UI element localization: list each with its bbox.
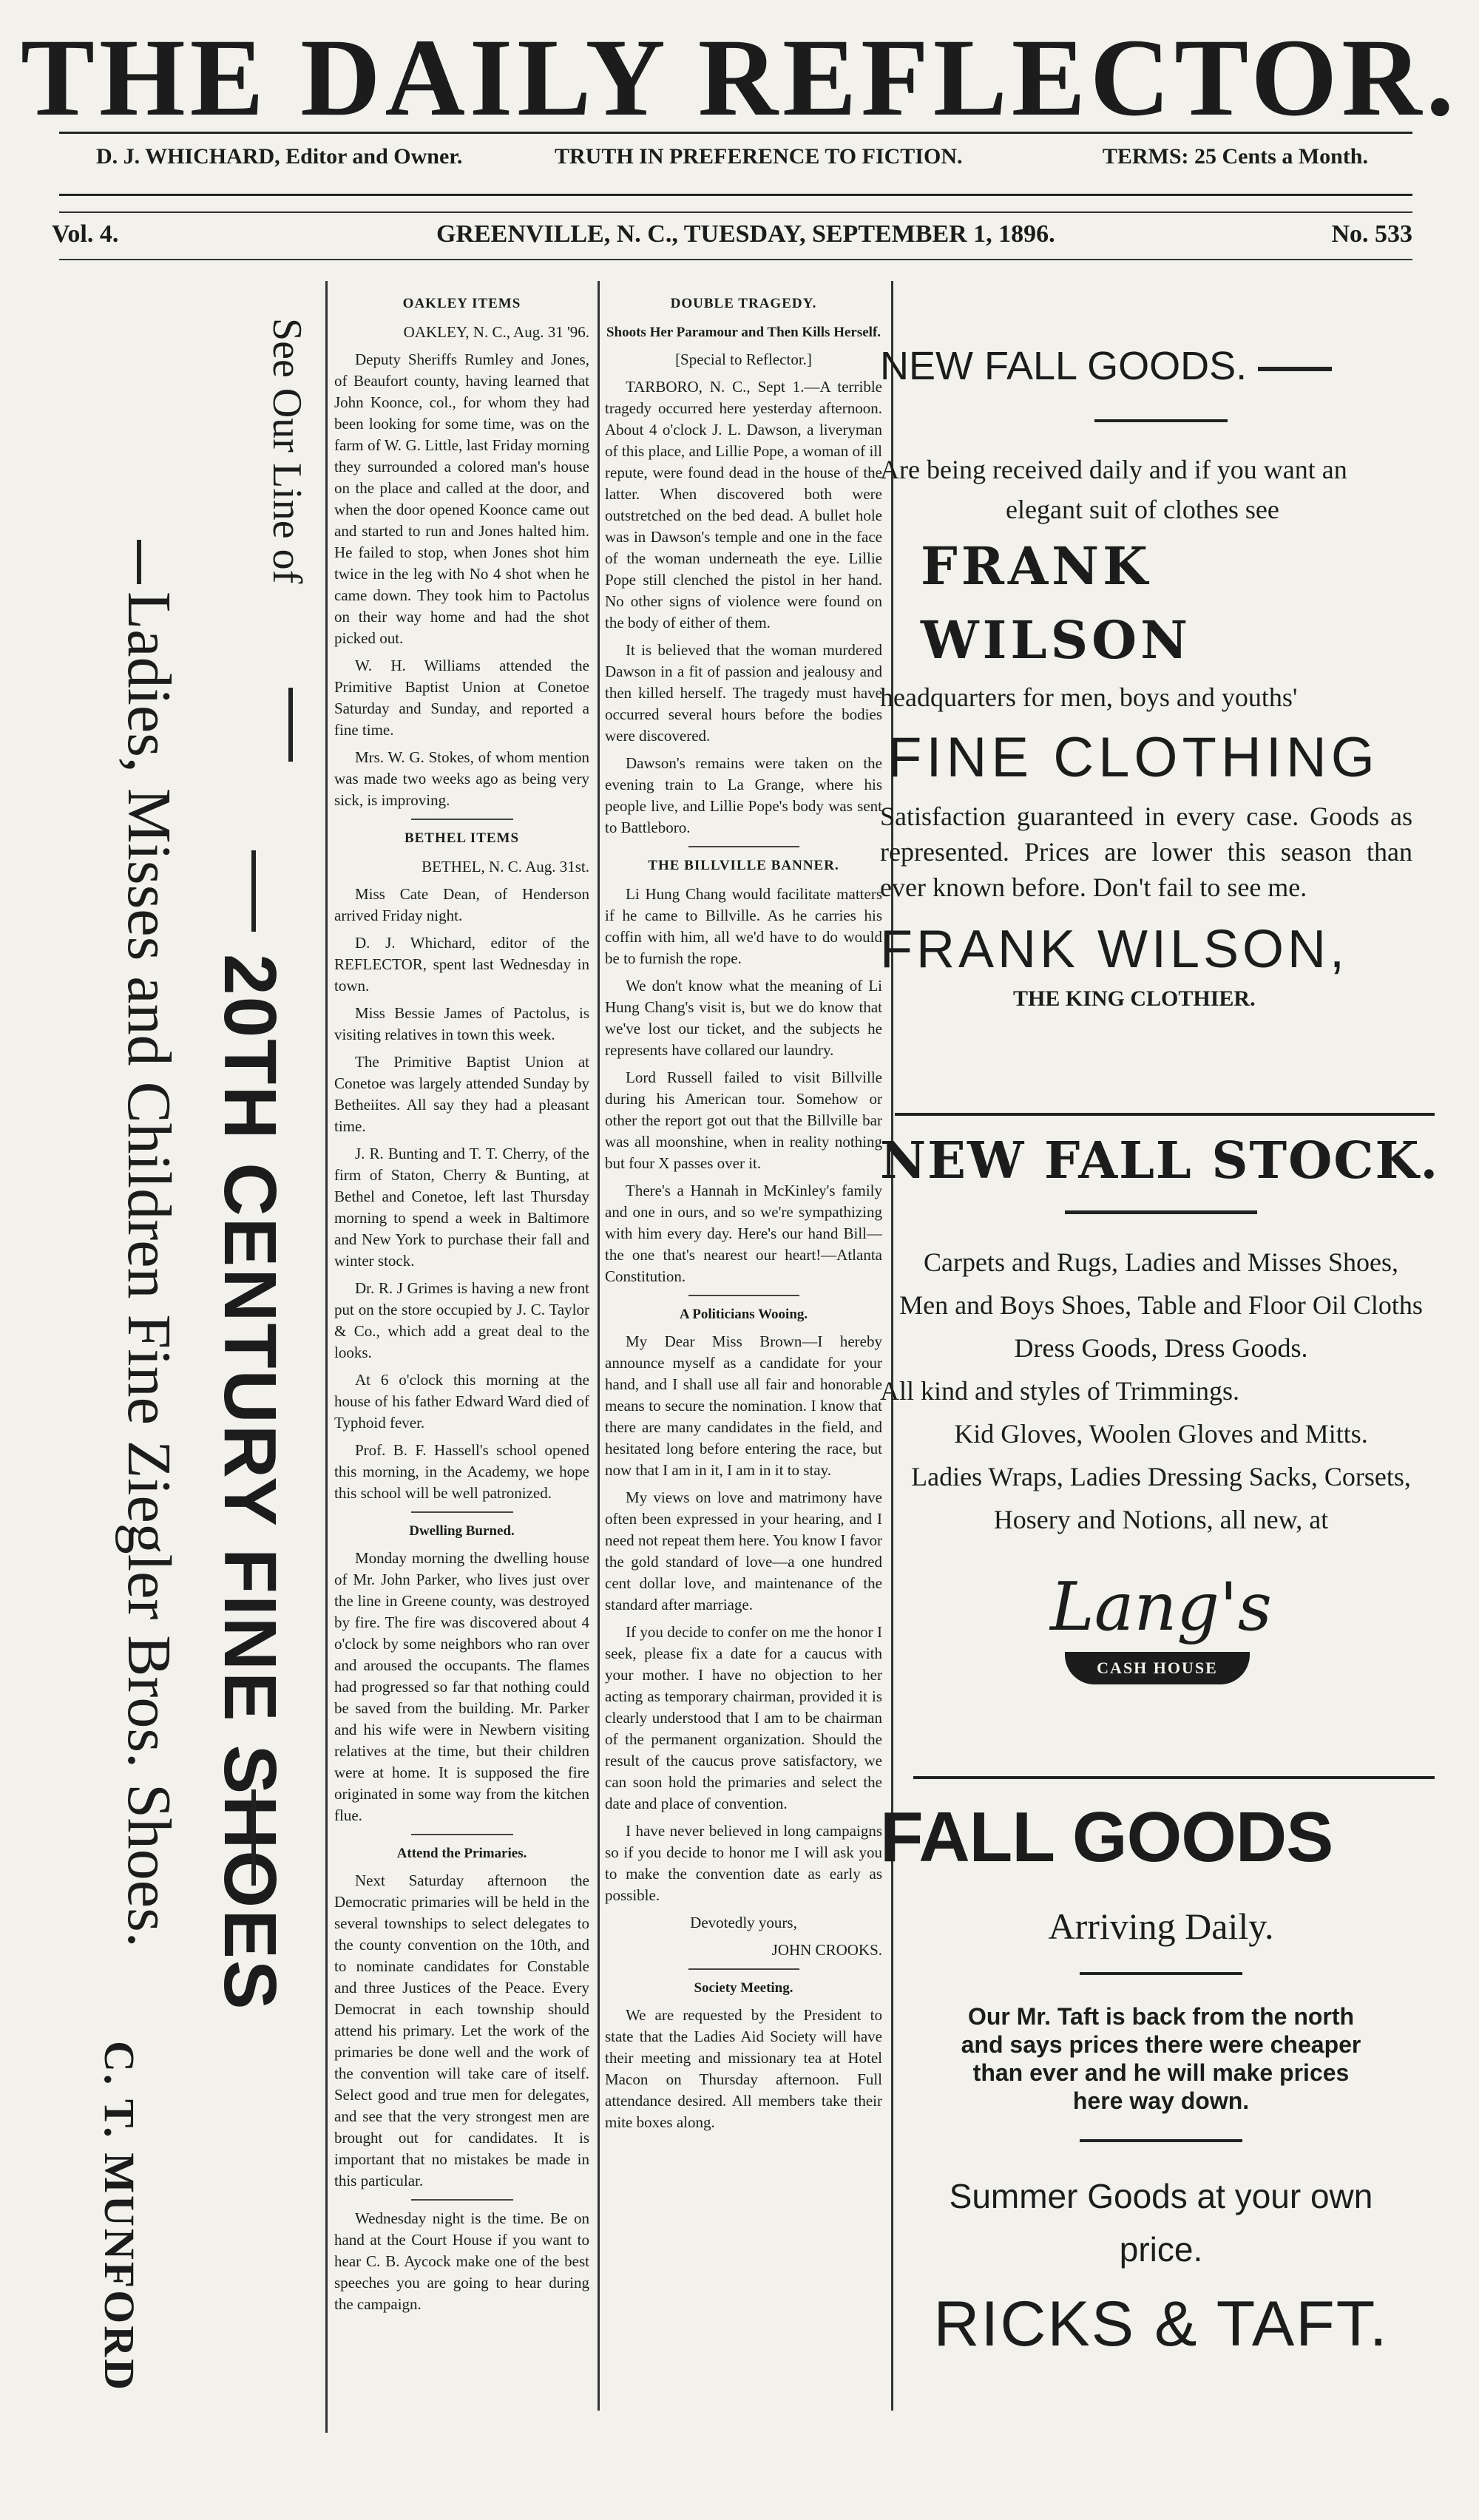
ornament-rule xyxy=(251,1789,256,1886)
paragraph: If you decide to confer on me the honor I seek, please fix a date for a caucus with your mother. I have no objection to her acting as temporary chairman, provided it is clearly understood that I am to be chairman of the permanent organization. Should the result of the caucus prove satisfactory, we can soon hold the primaries and select the date and place of convention. xyxy=(605,1623,882,1812)
ad-line: Men and Boys Shoes, Table and Floor Oil Cloths xyxy=(899,1290,1423,1320)
column-divider-2 xyxy=(598,281,600,2411)
paragraph: There's a Hannah in McKinley's family and one in ours, and so we're sympathizing with him every day. Here's our hand Bill—the one that's nearest our heart!—Atlanta Constitution. xyxy=(605,1182,882,1285)
headline-oakley: OAKLEY ITEMS xyxy=(402,296,521,311)
news-column-2 xyxy=(605,288,882,2139)
paragraph: Prof. B. F. Hassell's school opened this morning, in the Academy, we hope this school will be well patronized. xyxy=(334,1441,589,1502)
ad-head-new-fall-stock: NEW FALL STOCK. xyxy=(880,1131,1440,1190)
ad-summer-goods: Summer Goods at your own price. xyxy=(949,2177,1373,2269)
paragraph: J. R. Bunting and T. T. Cherry, of the firm of Staton, Cherry & Bunting, at Bethel and Conetoe, left last Thursday morning to spend a week in Baltimore and New York to purchase their fall and winter stock. xyxy=(334,1145,589,1270)
masthead-title: THE DAILY REFLECTOR. xyxy=(20,16,1459,139)
terms: TERMS: 25 Cents a Month. xyxy=(1102,144,1368,169)
volume: Vol. 4. xyxy=(52,220,119,248)
news-column-1 xyxy=(334,288,589,2321)
paragraph: TARBORO, N. C., Sept 1.—A terrible tragedy occurred here yesterday afternoon. About 4 o'clock J. L. Dawson, a liveryman of this place, and Lillie Pope, a woman of ill repute, were found dead in the house of the latter. When discovered both were outstretched on the bed dead. A bullet hole was in Dawson's temple and one in the face of the woman underneath the eye. Lillie Pope still clenched the pistol in her hand. No other signs of violence were found on the body of either of them. xyxy=(605,378,882,631)
paragraph: Dr. R. J Grimes is having a new front put on the store occupied by J. C. Taylor & Co., which add a great deal to the looks. xyxy=(334,1279,589,1361)
paragraph: Mrs. W. G. Stokes, of whom mention was made two weeks ago as being very sick, is improving. xyxy=(334,748,589,809)
ornament xyxy=(1258,367,1332,371)
ornament xyxy=(1094,419,1228,422)
divider xyxy=(688,1968,799,1970)
ad-see-our-line: See Our Line of xyxy=(264,318,310,584)
divider xyxy=(411,1511,513,1513)
headline-dwelling-burned: Dwelling Burned. xyxy=(409,1523,515,1539)
paragraph: W. H. Williams attended the Primitive Baptist Union at Conetoe Saturday and Sunday, and reported a fine time. xyxy=(334,657,589,739)
ad-ladies-misses-children: Ladies, Misses and Children Fine Ziegler Bros. Shoes. xyxy=(115,592,183,1948)
motto: TRUTH IN PREFERENCE TO FICTION. xyxy=(555,144,963,169)
langs-ad xyxy=(880,1124,1442,1711)
ad-20th-century-shoes: 20TH CENTURY FINE SHOES xyxy=(209,954,291,2011)
headline-billville-banner: THE BILLVILLE BANNER. xyxy=(648,858,839,873)
ad-line: headquarters for men, boys and youths' xyxy=(880,682,1298,712)
logo-cash-house: CASH HOUSE xyxy=(1065,1652,1250,1684)
paragraph: Wednesday night is the time. Be on hand at the Court House if you want to hear C. B. Aycock make one of the best speeches you are going to hear during the campaign. xyxy=(334,2209,589,2313)
special-note: [Special to Reflector.] xyxy=(675,350,812,368)
paragraph: D. J. Whichard, editor of the REFLECTOR, spent last Wednesday in town. xyxy=(334,934,589,995)
editor-line: D. J. WHICHARD, Editor and Owner. xyxy=(96,144,463,169)
masthead-rule-top xyxy=(59,132,1412,134)
paragraph: Li Hung Chang would facilitate matters if he came to Billville. As he carries his coffin with him, all we'd have to do would be to furnish the rope. xyxy=(605,885,882,967)
ornament-row xyxy=(880,2134,1442,2147)
dateline-rule xyxy=(59,259,1412,260)
ad-body: Satisfaction guaranteed in every case. Goods as represented. Prices are lower this season than ever known before. Don't fail to see me. xyxy=(880,802,1412,902)
ad-arriving-daily: Arriving Daily. xyxy=(1048,1906,1274,1947)
ad-line: Carpets and Rugs, Ladies and Misses Shoes, xyxy=(924,1247,1398,1277)
ornament-rule xyxy=(288,688,293,762)
masthead-rule-mid xyxy=(59,194,1412,196)
ornament-row xyxy=(880,414,1442,427)
ornament-rule xyxy=(137,540,141,584)
ornament-row xyxy=(880,1205,1442,1219)
divider xyxy=(411,1834,513,1835)
headline-politicians-wooing: A Politicians Wooing. xyxy=(679,1307,808,1322)
headline-primaries: Attend the Primaries. xyxy=(396,1846,527,1861)
ornament-row xyxy=(880,1967,1442,1980)
ricks-taft-ad xyxy=(880,1789,1442,2365)
paragraph: Miss Bessie James of Pactolus, is visiting relatives in town this week. xyxy=(334,1004,589,1043)
paragraph: It is believed that the woman murdered Dawson in a fit of passion and jealousy and then killed herself. The tragedy must have occurred several hours before the bodies were discovered. xyxy=(605,641,882,745)
logo-script: Lang's xyxy=(1050,1568,1272,1646)
ornament xyxy=(1080,2139,1242,2142)
paragraph: The Primitive Baptist Union at Conetoe was largely attended Sunday by Betheiites. All say they had a pleasant time. xyxy=(334,1053,589,1135)
ornament-rule xyxy=(251,850,256,932)
headline-society-meeting: Society Meeting. xyxy=(694,1980,793,1996)
paragraph: I have never believed in long campaigns so if you decide to honor me I will ask you to make the convention date as early as possible. xyxy=(605,1822,882,1904)
ad-body: Our Mr. Taft is back from the north and says prices there were cheaper than ever and he will make prices here way down. xyxy=(961,2003,1361,2114)
ad-line: Dress Goods, Dress Goods. xyxy=(1014,1333,1308,1363)
divider xyxy=(411,819,513,820)
subhead-tragedy: Shoots Her Paramour and Then Kills Herself. xyxy=(606,325,881,340)
dateline-bar xyxy=(52,220,1412,253)
paragraph: We don't know what the meaning of Li Hung Chang's visit is, but we do know that we've lost our ticket, and the subjects he represents have collared our laundry. xyxy=(605,977,882,1059)
paragraph: My views on love and matrimony have often been expressed in your hearing, and I need not repeat them here. You know I favor the gold standard of love—a one hundred cent dollar love, and maintenance of the standard after marriage. xyxy=(605,1488,882,1613)
ad-separator xyxy=(913,1776,1435,1779)
ad-name-frank-wilson-2: FRANK WILSON, xyxy=(880,920,1349,979)
letter-closing: Devotedly yours, xyxy=(690,1914,797,1931)
ad-head-text: NEW FALL GOODS. xyxy=(880,344,1248,388)
ad-name-frank-wilson: FRANK WILSON xyxy=(921,535,1192,671)
ad-line: All kind and styles of Trimmings. xyxy=(880,1376,1240,1406)
ad-line: elegant suit of clothes see xyxy=(1006,495,1279,524)
ad-head-fall-goods: FALL GOODS xyxy=(880,1798,1333,1877)
issue-number: No. 533 xyxy=(1331,220,1412,248)
paragraph: Lord Russell failed to visit Billville during his American tour. Somehow or other the report got out that the Billville bar was all moonshine, when in reality nothing but four X passes over it. xyxy=(605,1068,882,1172)
ad-ricks-taft: RICKS & TAFT. xyxy=(933,2289,1389,2360)
headline-double-tragedy: DOUBLE TRAGEDY. xyxy=(670,296,817,311)
divider xyxy=(688,1295,799,1296)
ad-line: Hosery and Notions, all new, at xyxy=(993,1505,1329,1534)
paragraph: Monday morning the dwelling house of Mr. John Parker, who lives just over the line in Greene county, was destroyed by fire. The fire was discovered about 4 o'clock by some neighbors who ran over and aroused the occupants. The flames had progressed so far that nothing could be saved from the building. Mr. Parker and his wife were in Newbern visiting relatives at the time, but their children were at home. It is supposed the fire originated in some way from the kitchen flue. xyxy=(334,1549,589,1824)
ad-merchant-name: C. T. MUNFORD xyxy=(95,2041,143,2393)
divider xyxy=(411,2199,513,2201)
masthead-info xyxy=(96,144,1368,174)
paragraph: At 6 o'clock this morning at the house of his father Edward Ward died of Typhoid fever. xyxy=(334,1371,589,1432)
paragraph: We are requested by the President to state that the Ladies Aid Society will have their meeting and missionary tea at Hotel Macon on Thursday afternoon. Full attendance desired. All members take their mite boxes along. xyxy=(605,2006,882,2131)
paragraph: Deputy Sheriffs Rumley and Jones, of Beaufort county, having learned that John Koonce, col., for whom they had been looking for some time, was on the farm of W. G. Little, last Friday morning they surrounded a colored man's house on the place and called at the door, and when the door opened Koonce came out and started to run and Jones halted him. He failed to stop, when Jones shot him twice in the leg with No 4 shot when he came down. They took him to Pactolus on their way home and had the shot picked out. xyxy=(334,350,589,647)
paragraph: Miss Cate Dean, of Henderson arrived Friday night. xyxy=(334,885,589,924)
frank-wilson-ad xyxy=(880,340,1442,1012)
paragraph: Dawson's remains were taken on the evening train to La Grange, where his people live, and Lillie Pope's body was sent to Battleboro. xyxy=(605,754,882,836)
divider xyxy=(688,846,799,847)
masthead-rule-mid2 xyxy=(59,211,1412,213)
dateline-bethel: BETHEL, N. C. Aug. 31st. xyxy=(422,858,589,875)
paragraph: Next Saturday afternoon the Democratic primaries will be held in the several townships to select delegates to the county convention on the 10th, and to nominate candidates for Constable and three Justices of the Peace. Every Democrat in each township should attend his primary. Let the work of the primaries be done well and the work of the convention will take care of itself. Select good and true men for delegates, and see that the very strongest men are brought out for candidates. It is important that no mistakes be made in this particular. xyxy=(334,1872,589,2189)
letter-signature: JOHN CROOKS. xyxy=(771,1941,882,1959)
ornament xyxy=(1080,1972,1242,1975)
dateline: GREENVILLE, N. C., TUESDAY, SEPTEMBER 1, 1896. xyxy=(436,220,1055,248)
ornament xyxy=(1065,1210,1257,1214)
ad-head-new-fall-goods xyxy=(880,340,1442,392)
langs-logo xyxy=(1035,1563,1287,1711)
ad-tag-king-clothier: THE KING CLOTHIER. xyxy=(1013,986,1256,1011)
ad-line: Ladies Wraps, Ladies Dressing Sacks, Corsets, xyxy=(911,1462,1411,1491)
ad-line: Are being received daily and if you want an xyxy=(880,455,1347,484)
paragraph: My Dear Miss Brown—I hereby announce myself as a candidate for your hand, and I shall use all fair and honorable means to secure the nomination. I know that there are many candidates in the field, and hesitated long before entering the race, but now that I am in it, I am in it to stay. xyxy=(605,1332,882,1479)
headline-bethel: BETHEL ITEMS xyxy=(404,830,520,846)
ad-line: Kid Gloves, Woolen Gloves and Mitts. xyxy=(954,1419,1368,1449)
column-divider-1 xyxy=(325,281,328,2433)
ad-separator xyxy=(895,1113,1435,1116)
ad-fine-clothing: FINE CLOTHING xyxy=(887,726,1379,789)
dateline-oakley: OAKLEY, N. C., Aug. 31 '96. xyxy=(403,323,589,341)
